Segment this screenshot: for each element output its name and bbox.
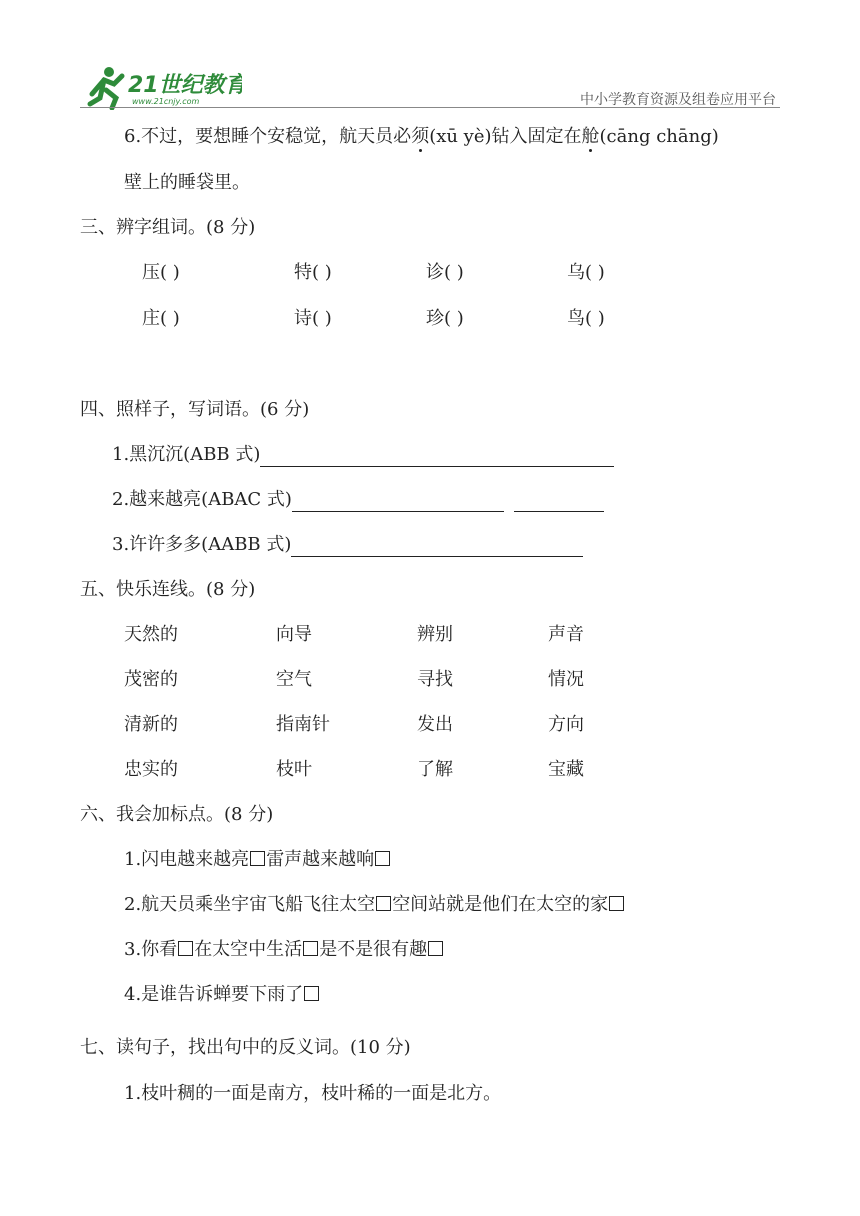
svg-text:21世纪教育: 21世纪教育 — [128, 73, 242, 98]
section5-title: 五、快乐连线。(8 分) — [80, 579, 256, 600]
match-word[interactable]: 情况 — [548, 669, 584, 690]
punct-box[interactable] — [609, 896, 624, 911]
punct-box[interactable] — [375, 851, 390, 866]
match-word[interactable]: 天然的 — [124, 624, 178, 645]
char-pair: 乌( ) — [567, 262, 605, 283]
match-word[interactable]: 了解 — [417, 759, 453, 780]
match-word[interactable]: 宝藏 — [548, 759, 584, 780]
match-word[interactable]: 声音 — [548, 624, 584, 645]
punct-box[interactable] — [178, 941, 193, 956]
answer-line[interactable] — [291, 538, 583, 557]
header-divider — [80, 107, 780, 108]
punct-box[interactable] — [250, 851, 265, 866]
char-pair: 珍( ) — [426, 308, 464, 329]
answer-line[interactable] — [260, 448, 614, 467]
sentence-item: 1.枝叶稠的一面是南方，枝叶稀的一面是北方。 — [124, 1083, 502, 1104]
answer-line[interactable] — [514, 493, 604, 512]
punct-box[interactable] — [376, 896, 391, 911]
punct-box[interactable] — [303, 941, 318, 956]
char-pair: 特( ) — [294, 262, 332, 283]
match-word[interactable]: 向导 — [276, 624, 312, 645]
match-word[interactable]: 方向 — [548, 714, 584, 735]
emphasis-char: 舱 — [581, 126, 600, 147]
char-pair: 压( ) — [142, 262, 180, 283]
section7-title: 七、读句子，找出句中的反义词。(10 分) — [80, 1037, 411, 1058]
match-word[interactable]: 忠实的 — [124, 759, 178, 780]
match-word[interactable]: 空气 — [276, 669, 312, 690]
match-word[interactable]: 枝叶 — [276, 759, 312, 780]
site-name: 中小学教育资源及组卷应用平台 — [580, 92, 776, 108]
word-item: 2.越来越亮(ABAC 式) — [112, 488, 604, 512]
word-item: 1.黑沉沉(ABB 式) — [112, 443, 614, 467]
punct-item: 4.是谁告诉蝉要下雨了 — [124, 983, 320, 1007]
char-pair: 鸟( ) — [567, 308, 605, 329]
punct-item: 2.航天员乘坐宇宙飞船飞往太空 空间站就是他们在太空的家 — [124, 893, 625, 917]
q6-sentence: 6.不过，要想睡个安稳觉，航天员必须(xū yè)钻入固定在舱(cāng chāng) — [124, 126, 719, 147]
char-pair: 诗( ) — [294, 308, 332, 329]
char-pair: 诊( ) — [426, 262, 464, 283]
word-item: 3.许许多多(AABB 式) — [112, 533, 583, 557]
emphasis-char: 须 — [411, 126, 430, 147]
section4-title: 四、照样子，写词语。(6 分) — [80, 399, 310, 420]
q6-sentence-cont: 壁上的睡袋里。 — [124, 172, 250, 193]
runner-logo-icon — [82, 64, 242, 110]
match-word[interactable]: 寻找 — [417, 669, 453, 690]
punct-item: 3.你看 在太空中生活 是不是很有趣 — [124, 938, 444, 962]
logo — [82, 64, 242, 110]
match-word[interactable]: 指南针 — [276, 714, 330, 735]
punct-box[interactable] — [428, 941, 443, 956]
match-word[interactable]: 发出 — [417, 714, 453, 735]
answer-line[interactable] — [292, 493, 504, 512]
match-word[interactable]: 辨别 — [417, 624, 453, 645]
punct-item: 1.闪电越来越亮 雷声越来越响 — [124, 848, 391, 872]
section6-title: 六、我会加标点。(8 分) — [80, 804, 274, 825]
section3-title: 三、辨字组词。(8 分) — [80, 217, 256, 238]
match-word[interactable]: 清新的 — [124, 714, 178, 735]
match-word[interactable]: 茂密的 — [124, 669, 178, 690]
char-pair: 庄( ) — [142, 308, 180, 329]
svg-text:www.21cnjy.com: www.21cnjy.com — [132, 97, 200, 106]
punct-box[interactable] — [304, 986, 319, 1001]
